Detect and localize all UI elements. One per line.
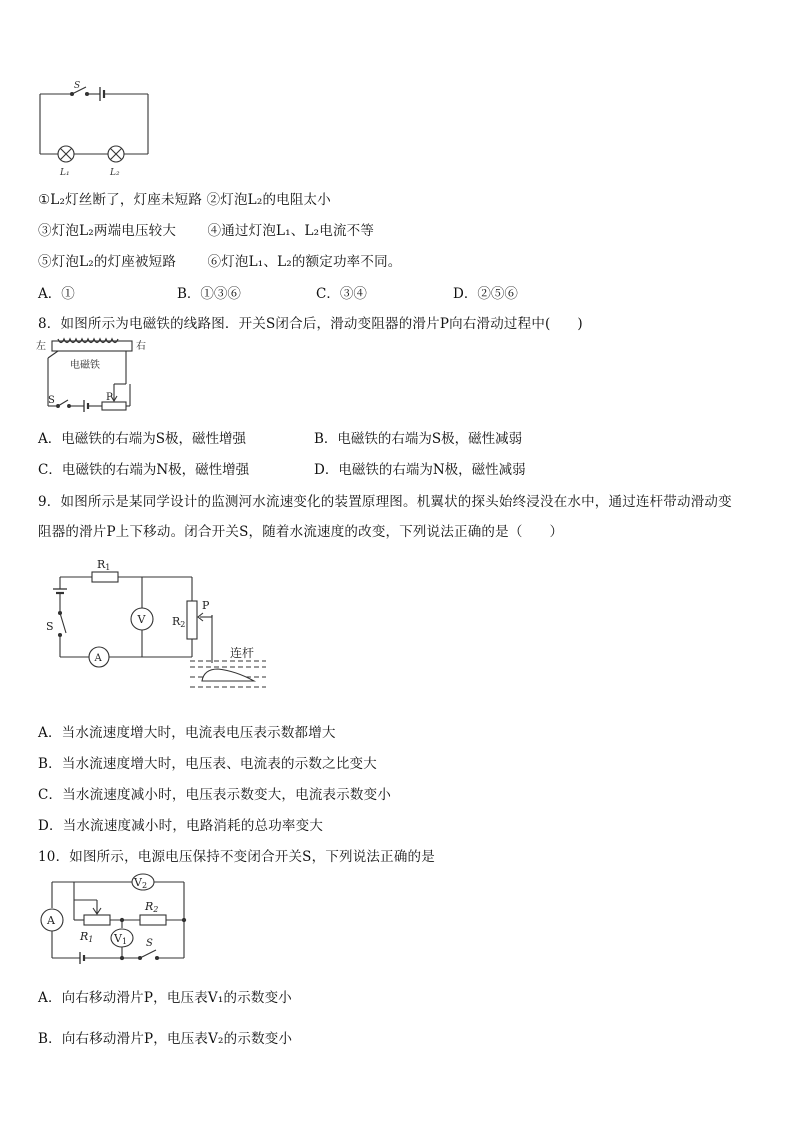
q7-statement-2: ③灯泡L₂两端电压较大 ④通过灯泡L₁、L₂电流不等: [38, 223, 375, 239]
q9-slider-label: P: [202, 599, 210, 612]
q10-option-a[interactable]: A．向右移动滑片P，电压表V₁的示数变小: [38, 990, 292, 1006]
q10-v1-label: V1: [114, 932, 128, 946]
q9-rod-label: 连杆: [230, 646, 255, 660]
q10-option-b[interactable]: B．向右移动滑片P，电压表V₂的示数变小: [38, 1031, 293, 1047]
q9-water-speed-diagram: [40, 553, 280, 703]
q8-switch-label: S: [48, 395, 55, 406]
q8-option-c[interactable]: C．电磁铁的右端为N极，磁性增强: [38, 462, 250, 478]
q7-options: [38, 282, 518, 302]
q9-switch-label: S: [46, 620, 54, 633]
q10-switch-label: S: [146, 938, 153, 949]
q9-option-d[interactable]: D．当水流速度减小时，电路消耗的总功率变大: [38, 818, 324, 834]
q10-r2-label: R2: [145, 900, 159, 914]
q7-lamp2-label: L₂: [110, 168, 120, 178]
q9-ammeter-label: A: [94, 653, 102, 664]
q9-option-a[interactable]: A．当水流速度增大时，电流表电压表示数都增大: [38, 725, 336, 741]
q8-left-label: 左: [36, 341, 46, 352]
q7-circuit-diagram: [36, 82, 156, 182]
q9-stem-line2: 阻器的滑片P上下移动。闭合开关S，随着水流速度的改变，下列说法正确的是（ ）: [38, 524, 564, 540]
q7-switch-label: S: [74, 81, 81, 91]
q9-voltmeter-label: V: [137, 613, 146, 626]
q8-options-row1: [38, 427, 522, 447]
q8-core-label: 电磁铁: [70, 360, 100, 371]
q8-option-b[interactable]: B．电磁铁的右端为S极，磁性减弱: [314, 431, 523, 447]
q8-slider-label: P: [106, 392, 113, 403]
q8-electromagnet-diagram: [36, 336, 156, 416]
q8-right-label: 右: [136, 341, 146, 352]
q9-option-c[interactable]: C．当水流速度减小时，电压表示数变大，电流表示数变小: [38, 787, 392, 803]
q10-r1-label: R1: [80, 930, 94, 944]
q7-statement-1: ①L₂灯丝断了，灯座未短路 ②灯泡L₂的电阻太小: [38, 192, 331, 208]
q8-option-a[interactable]: A．电磁铁的右端为S极，磁性增强: [38, 431, 246, 447]
q10-stem: 10．如图所示，电源电压保持不变闭合开关S，下列说法正确的是: [38, 849, 435, 865]
q8-options-row2: [38, 458, 526, 478]
q10-v2-label: V2: [134, 876, 148, 890]
q8-option-d[interactable]: D．电磁铁的右端为N极，磁性减弱: [314, 462, 526, 478]
q7-option-a[interactable]: A．①: [38, 286, 75, 302]
q7-statement-3: ⑤灯泡L₂的灯座被短路 ⑥灯泡L₁、L₂的额定功率不同。: [38, 254, 402, 270]
q7-lamp1-label: L₁: [60, 168, 70, 178]
q8-stem: 8．如图所示为电磁铁的线路图．开关S闭合后，滑动变阻器的滑片P向右滑动过程中( ): [38, 316, 583, 332]
q7-option-b[interactable]: B．①③⑥: [177, 286, 241, 302]
q9-r1-label: R1: [97, 558, 111, 572]
q7-option-d[interactable]: D．②⑤⑥: [453, 286, 518, 302]
q9-option-b[interactable]: B．当水流速度增大时，电压表、电流表的示数之比变大: [38, 756, 377, 772]
q10-ammeter-label: A: [47, 914, 55, 927]
q9-stem-line1: 9．如图所示是某同学设计的监测河水流速变化的装置原理图。机翼状的探头始终浸没在水中，通过连杆带动滑动变: [38, 494, 732, 510]
q9-r2-label: R2: [172, 615, 186, 629]
q7-option-c[interactable]: C．③④: [316, 286, 367, 302]
q10-circuit-diagram: [36, 870, 206, 972]
